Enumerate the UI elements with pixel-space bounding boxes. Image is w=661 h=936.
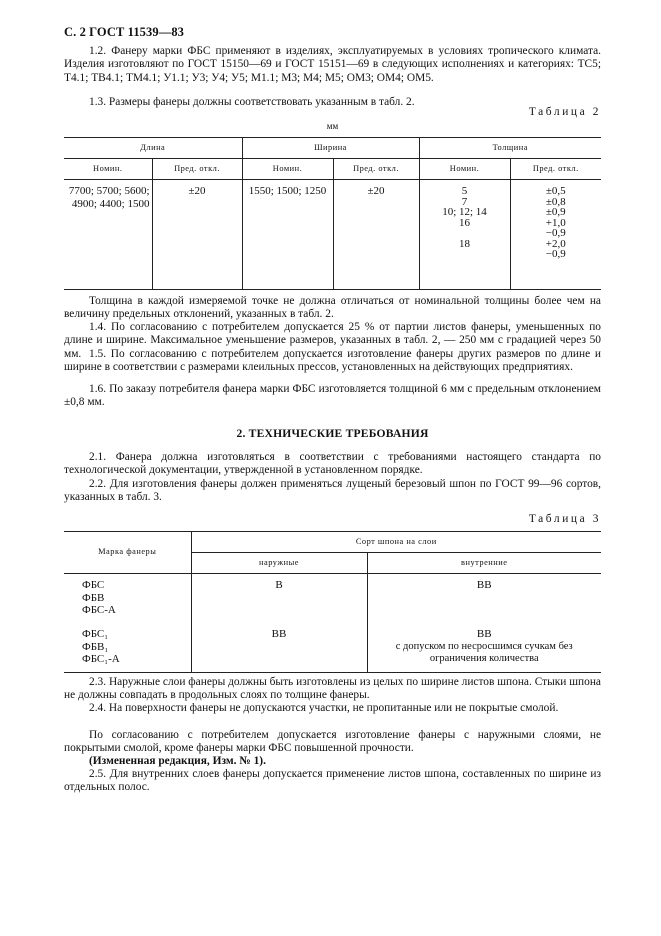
- table-3-text: ФБВ₁: [82, 640, 109, 653]
- table-2-group-width: Ширина: [242, 138, 419, 159]
- table-3-head-outer: наружные: [191, 553, 367, 574]
- table-2-cell-length-dev: ±20: [152, 180, 242, 290]
- table-2-text: 18: [459, 237, 470, 250]
- table-2-subhead: Пред. откл.: [152, 159, 242, 180]
- page-header: С. 2 ГОСТ 11539—83: [64, 25, 185, 39]
- table-3-label: Таблица 3: [528, 513, 601, 525]
- paragraph-agreement: [64, 729, 601, 756]
- table-3-text: ФБС₁-А: [82, 653, 120, 665]
- paragraph-text: 2.4. На поверхности фанеры не допускаются участки, не пропитанные или не покрытые смолой.: [89, 702, 559, 714]
- paragraph-1-2: [64, 45, 601, 85]
- table-3-text: с допуском по несросшимся сучкам без: [395, 640, 573, 652]
- table-2-unit: мм: [326, 121, 339, 131]
- paragraph-thickness: [64, 295, 601, 322]
- table-2-cell-thick-nom: [419, 180, 510, 290]
- table-3-text: ФБС-А: [82, 604, 116, 616]
- table-3-head-group: Сорт шпона на слои: [191, 532, 601, 553]
- paragraph-1-5: [64, 348, 601, 375]
- table-2-text: 4900; 4400; 1500: [71, 197, 150, 210]
- table-2-cell-width-nom: 1550; 1500; 1250: [242, 180, 333, 290]
- paragraph-1-6: [64, 383, 601, 410]
- table-2-text: 16: [459, 216, 470, 229]
- table-3-row2-marks: [64, 625, 191, 673]
- table-3-head-inner: внутренние: [367, 553, 601, 574]
- table-3-row1-inner: ВВ: [367, 574, 601, 626]
- table-2-text: ±0,8: [545, 195, 566, 208]
- paragraph-text: 2.1. Фанера должна изготовляться в соответствии с требованиями настоящего стандарта по технологической документации, утвержденной в установленном порядке.: [64, 451, 601, 477]
- table-2-group-thickness: Толщина: [419, 138, 601, 159]
- table-2-subhead: Пред. откл.: [510, 159, 601, 180]
- paragraph-text: 2.3. Наружные слои фанеры должны быть изготовлены из целых по ширине листов шпона. Стыки шпона не должны совпадать в продольных слоях по толщине фанеры.: [64, 676, 601, 702]
- paragraph-text: 1.6. По заказу потребителя фанера марки ФБС изготовляется толщиной 6 мм с предельным отклонением ±0,8 мм.: [64, 383, 601, 409]
- table-3-row1-outer: В: [191, 574, 367, 626]
- table-3-row2-inner: [367, 625, 601, 673]
- table-2-subhead: Номин.: [419, 159, 510, 180]
- table-2-subhead: Номин.: [64, 159, 152, 180]
- table-2-text: +2,0: [545, 237, 566, 250]
- paragraph-text: 2.2. Для изготовления фанеры должен применяться лущеный березовый шпон по ГОСТ 99—96 сортов, указанных в табл. 3.: [64, 478, 601, 504]
- paragraph-text: По согласованию с потребителем допускается изготовление фанеры с наружными слоями, не покрытыми смолой, кроме фанеры марки ФБС повышенной прочности.: [64, 729, 601, 755]
- table-2-text: 10; 12; 14: [442, 206, 487, 218]
- table-3-head-mark: Марка фанеры: [64, 532, 191, 574]
- table-2-text: −0,9: [545, 227, 566, 239]
- table-3-row2-outer: ВВ: [191, 625, 367, 673]
- paragraph-2-5: [64, 768, 601, 795]
- paragraph-text: 1.3. Размеры фанеры должны соответствовать указанным в табл. 2.: [89, 96, 415, 108]
- paragraph-2-1: [64, 451, 601, 478]
- paragraph-edit-note: [64, 755, 601, 768]
- table-2-text: 7700; 5700; 5600;: [68, 185, 150, 197]
- table-3: [64, 531, 601, 673]
- table-2-text: 7: [461, 195, 468, 208]
- edit-note-text: (Измененная редакция, Изм. № 1).: [89, 755, 266, 767]
- paragraph-text: 1.5. По согласованию с потребителем допускается изготовление фанеры других размеров по длине и ширине в соответствии с размерами клеильных прессов, установленных на действующих предприятиях.: [64, 348, 601, 374]
- table-3-text: ФБС₁: [82, 628, 109, 640]
- table-2-cell-thick-dev: [510, 180, 601, 290]
- table-2-cell-width-dev: ±20: [333, 180, 419, 290]
- table-2-label: Таблица 2: [528, 106, 601, 118]
- table-2-cell-length-nom: [64, 180, 152, 290]
- table-2-text: 5: [461, 185, 468, 197]
- paragraph-text: Толщина в каждой измеряемой точке не должна отличаться от номинальной толщины более чем на величину предельных отклонений, указанных в табл. 2.: [64, 295, 601, 321]
- table-3-text: ФБВ: [82, 591, 105, 604]
- table-2-text: ±0,9: [545, 206, 566, 218]
- paragraph-text: 1.4. По согласованию с потребителем допускается 25 % от партии листов фанеры, уменьшенных по длине и ширине. Максимальное уменьшение размеров, указанных в табл. 2, — 250 мм с градацией через 50 мм.: [64, 321, 601, 360]
- table-3-text: ограничения количества: [429, 653, 539, 664]
- paragraph-text: 1.2. Фанеру марки ФБС применяют в изделиях, эксплуатируемых в условиях тропического климата. Изделия изготовляют по ГОСТ 15150—69 и ГОСТ 15151—69 в следующих исполнениях и категориях: ТС5; Т4.1; ТВ4.1; ТМ4.1; У1.1; У3; У4; У5; М1.1; М3; М4; М5; ОМ3; ОМ4; ОМ5.: [64, 45, 601, 84]
- table-2-text: −0,9: [545, 248, 566, 260]
- table-2-text: +1,0: [545, 216, 566, 229]
- table-2-subhead: Пред. откл.: [333, 159, 419, 180]
- table-2-group-length: Длина: [64, 138, 242, 159]
- table-2-text: ±0,5: [545, 185, 566, 197]
- paragraph-text: 2.5. Для внутренних слоев фанеры допускается применение листов шпона, составленных по ширине из отдельных полос.: [64, 768, 601, 794]
- table-3-row1-marks: [64, 574, 191, 626]
- table-2: [64, 137, 601, 290]
- table-2-subhead: Номин.: [242, 159, 333, 180]
- table-3-text: ВВ: [476, 628, 492, 640]
- paragraph-2-2: [64, 478, 601, 505]
- paragraph-2-4: [64, 702, 601, 715]
- paragraph-2-3: [64, 676, 601, 703]
- table-3-text: ФБС: [82, 579, 105, 591]
- section-2-title: 2. ТЕХНИЧЕСКИЕ ТРЕБОВАНИЯ: [236, 427, 429, 440]
